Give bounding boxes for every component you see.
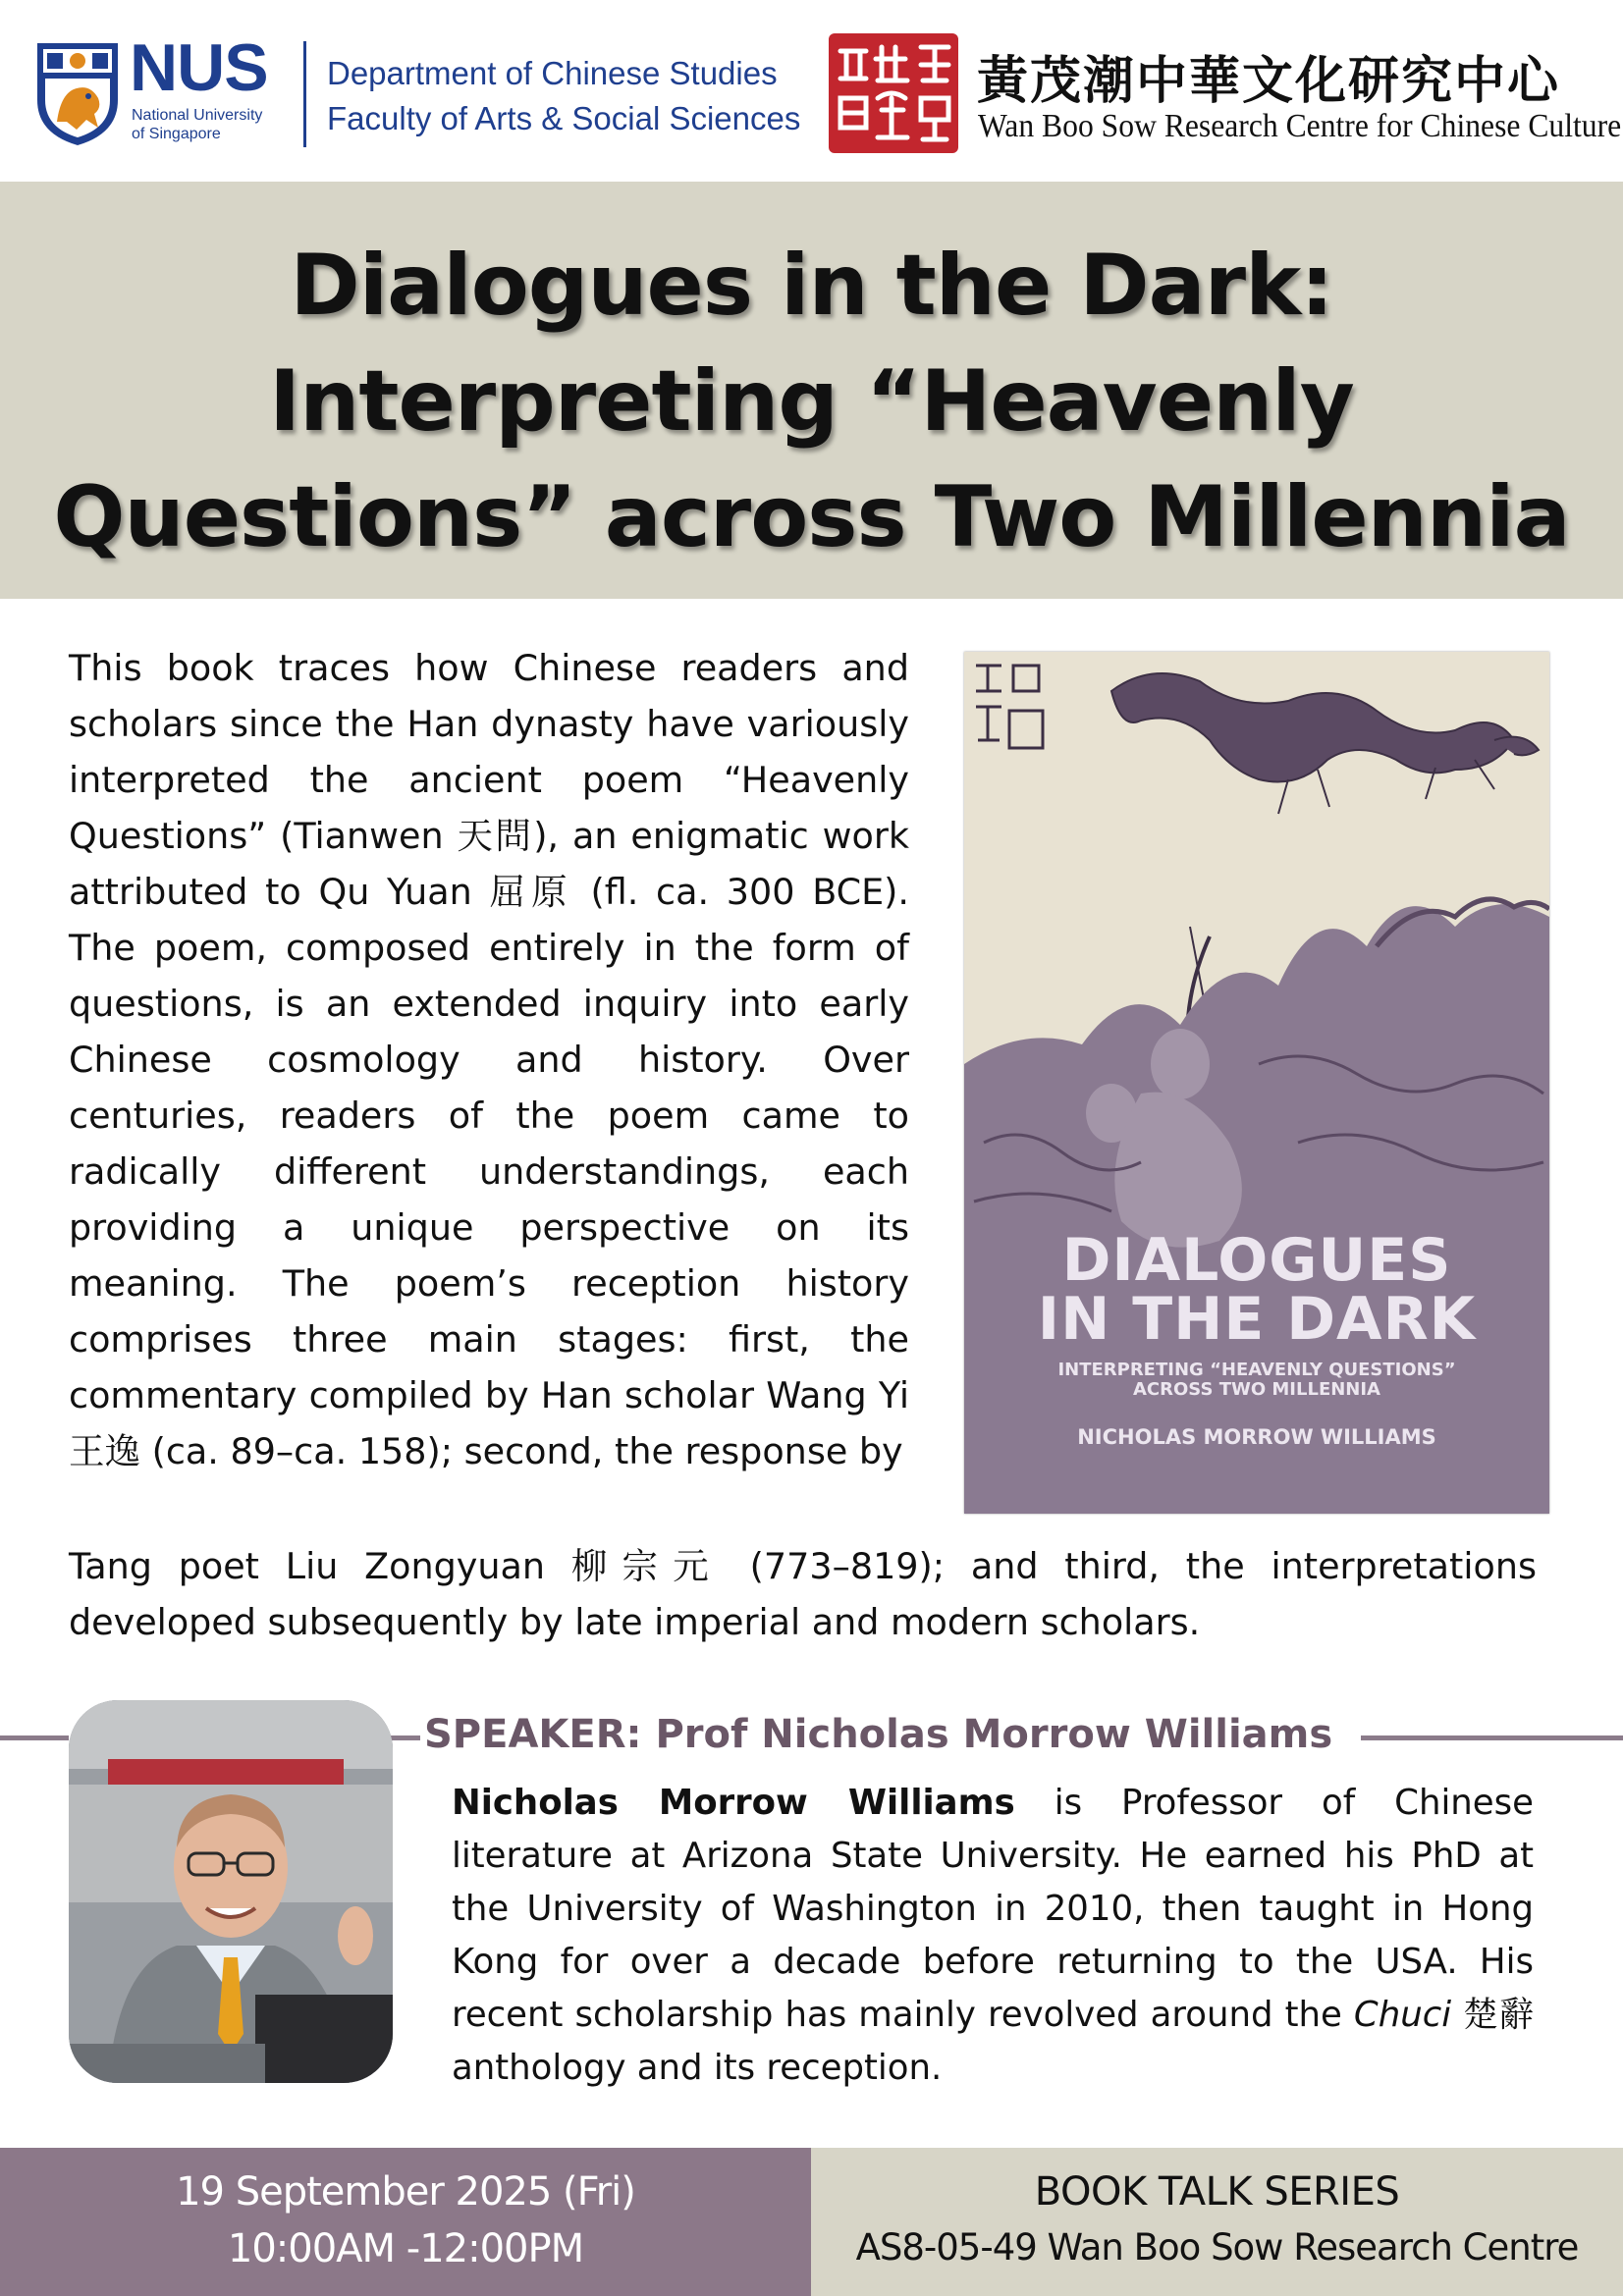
speaker-rule-middle	[391, 1735, 420, 1740]
nus-wordmark: NUS	[130, 30, 268, 105]
bio-text: is Professor of Chinese literature at Arizona State University. He earned his PhD at the University of Washington in 2010, then taught in Hong Kong for over a decade before returning to the USA. His recent scholarship has mainly revolved around the	[452, 1783, 1534, 2035]
series-name: BOOK TALK SERIES	[1034, 2169, 1400, 2215]
nus-subtitle	[132, 106, 262, 143]
cover-author: NICHOLAS MORROW WILLIAMS	[1077, 1425, 1436, 1449]
bio-italic-title: Chuci	[1353, 1995, 1452, 2035]
book-description-continued: Tang poet Liu Zongyuan 柳宗元 (773–819); and third, the interpretations developed subsequently by late imperial and modern scholars.	[69, 1545, 1537, 1643]
speaker-heading: SPEAKER: Prof Nicholas Morrow Williams	[424, 1712, 1333, 1757]
centre-name-chinese: 黃茂潮中華文化研究中心	[977, 51, 1561, 111]
header-divider	[303, 41, 306, 147]
department-name: Department of Chinese Studies	[327, 55, 778, 91]
event-date: 19 September 2025 (Fri)	[176, 2169, 635, 2215]
centre-name-english: Wan Boo Sow Research Centre for Chinese Culture	[978, 108, 1622, 144]
cover-subtitle	[964, 1361, 1549, 1400]
cover-subtitle-line: ACROSS TWO MILLENNIA	[1133, 1379, 1380, 1400]
page-header	[0, 0, 1623, 182]
nus-subtitle-line: National University	[132, 107, 263, 124]
event-time: 10:00AM -12:00PM	[227, 2226, 584, 2271]
cover-subtitle-line: INTERPRETING “HEAVENLY QUESTIONS”	[1057, 1360, 1456, 1380]
speaker-rule-left	[0, 1735, 69, 1740]
speaker-bio	[452, 1777, 1534, 2095]
red-seal-logo	[827, 29, 960, 157]
event-title	[0, 228, 1623, 575]
cover-title	[964, 1226, 1549, 1354]
title-line: Dialogues in the Dark:	[290, 237, 1333, 335]
book-cover	[964, 652, 1549, 1514]
bio-text: 楚辭 anthology and its reception.	[452, 1995, 1534, 2088]
event-venue: AS8-05-49 Wan Boo Sow Research Centre	[855, 2226, 1579, 2269]
cover-title-line: IN THE DARK	[1037, 1285, 1477, 1354]
speaker-photo	[69, 1700, 393, 2083]
department-block	[327, 51, 800, 141]
nus-subtitle-line: of Singapore	[132, 126, 221, 142]
title-line: Interpreting “Heavenly	[269, 352, 1354, 451]
speaker-rule-right	[1361, 1735, 1623, 1740]
book-description: This book traces how Chinese readers and scholars since the Han dynasty have variously interpreted the ancient poem “Heavenly Questions” (Tianwen 天問), an enigmatic work attributed to Qu Yuan 屈原 (fl. ca. 300 BCE). The poem, composed entirely in the form of questions, is an extended inquiry into early Chinese cosmology and history. Over centuries, readers of the poem came to radically different understandings, each providing a unique perspective on its meaning. The poem’s reception history comprises three main stages: first, the commentary compiled by Han scholar Wang Yi 王逸 (ca. 89–ca. 158); second, the response by	[69, 647, 909, 1472]
speaker-name: Nicholas Morrow Williams	[452, 1783, 1015, 1823]
cover-title-line: DIALOGUES	[1061, 1226, 1452, 1295]
faculty-name: Faculty of Arts & Social Sciences	[327, 100, 801, 136]
nus-crest-logo	[33, 39, 122, 147]
title-line: Questions” across Two Millennia	[53, 468, 1570, 566]
